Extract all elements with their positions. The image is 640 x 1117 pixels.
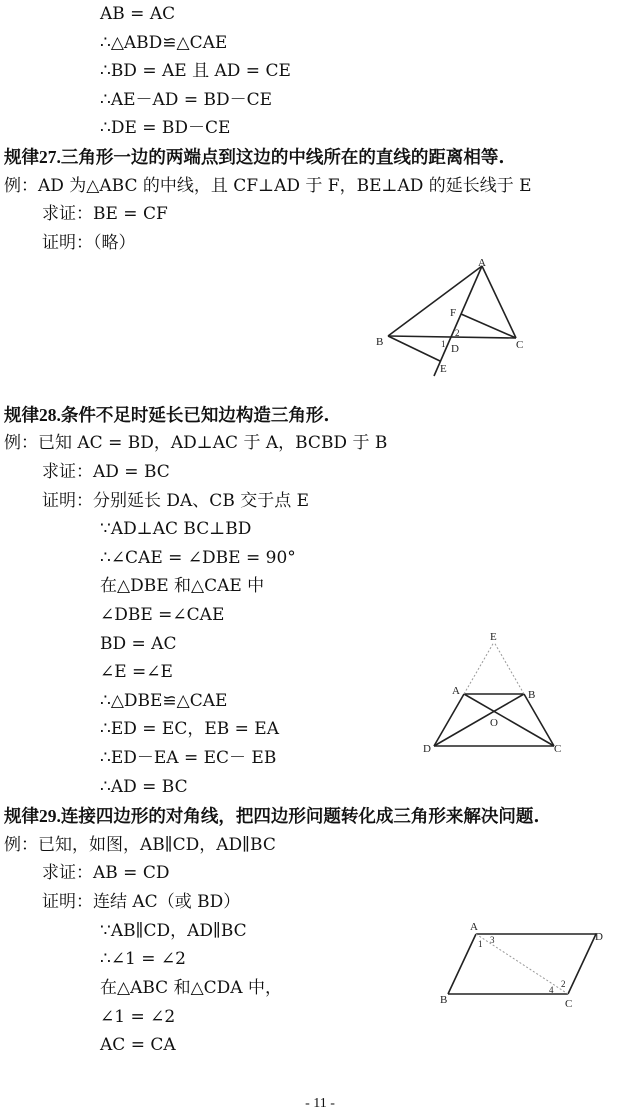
angle-1-label: 1: [441, 339, 446, 349]
label-c: C: [565, 998, 573, 1010]
proof-line: AB = AC: [100, 4, 176, 24]
example-statement: 例：已知 AC = BD，AD⊥AC 于 A，BCBD 于 B: [4, 433, 388, 453]
example-statement: 例：已知，如图，AB∥CD，AD∥BC: [4, 835, 276, 855]
label-e: E: [490, 631, 497, 643]
proof-line: ∴BD = AE 且 AD = CE: [100, 61, 291, 81]
rule-28-heading: [4, 404, 329, 427]
angle-2-label: 2: [455, 328, 460, 338]
rule-label: 规律: [4, 148, 39, 168]
proof-statement: 证明：（略）: [42, 233, 136, 253]
rule-29-heading: [4, 805, 539, 828]
label-d: D: [451, 343, 459, 355]
rule-number: 29.: [39, 806, 61, 826]
label-e: E: [440, 363, 447, 375]
label-b: B: [376, 336, 384, 348]
proof-line: ∴AE－AD = BD－CE: [100, 90, 273, 110]
proof-step: ∴ED = EC，EB = EA: [100, 719, 279, 739]
rule-number: 28.: [39, 405, 61, 425]
proof-step: ∠DBE =∠CAE: [100, 605, 225, 625]
example-statement: 例：AD 为△ABC 的中线，且 CF⊥AD 于 F，BE⊥AD 的延长线于 E: [4, 176, 532, 196]
label-b: B: [440, 994, 448, 1006]
proof-step: 在△ABC 和△CDA 中，: [100, 978, 282, 998]
rule-text: 连接四边形的对角线，把四边形问题转化成三角形来解决问题.: [60, 807, 540, 827]
rule-27-heading: [4, 146, 504, 169]
label-a: A: [470, 921, 478, 933]
label-f: F: [450, 307, 457, 319]
label-a: A: [478, 257, 486, 269]
label-c: C: [516, 339, 524, 351]
label-d: D: [595, 931, 603, 943]
rule-text: 条件不足时延长已知边构造三角形.: [60, 406, 330, 426]
prove-statement: 求证：AB = CD: [42, 863, 170, 883]
label-d: D: [423, 743, 431, 755]
page-number: - 11 -: [305, 1096, 335, 1111]
proof-step: ∴ED－EA = EC－ EB: [100, 748, 277, 768]
angle-3-label: 3: [490, 935, 495, 945]
angle-1-label: 1: [478, 939, 483, 949]
angle-2-label: 2: [561, 979, 566, 989]
proof-step: ∴∠CAE = ∠DBE = 90°: [100, 548, 296, 568]
label-o: O: [490, 717, 498, 729]
rule-number: 27.: [39, 147, 61, 167]
proof-line: ∴△ABD≌△CAE: [100, 33, 228, 53]
prove-statement: 求证：AD = BC: [42, 462, 170, 482]
proof-step: 在△DBE 和△CAE 中: [100, 576, 265, 596]
proof-step: ∴AD = BC: [100, 777, 188, 797]
proof-step: ∠E =∠E: [100, 662, 173, 682]
angle-4-label: 4: [549, 985, 554, 995]
proof-line: ∴DE = BD－CE: [100, 118, 231, 138]
parallelogram-diagram: [438, 918, 608, 1013]
proof-step: BD = AC: [100, 634, 177, 654]
rule-text: 三角形一边的两端点到这边的中线所在的直线的距离相等.: [60, 148, 505, 168]
proof-step: ∴∠1 = ∠2: [100, 949, 186, 969]
proof-step: ∴△DBE≌△CAE: [100, 691, 228, 711]
proof-step: ∵AD⊥AC BC⊥BD: [100, 519, 252, 539]
label-c: C: [554, 743, 562, 755]
label-b: B: [528, 689, 536, 701]
trapezoid-extension-diagram: [420, 628, 570, 758]
proof-step: ∵AB∥CD，AD∥BC: [100, 921, 247, 941]
proof-step: AC = CA: [100, 1035, 176, 1055]
proof-step: ∠1 = ∠2: [100, 1007, 176, 1027]
triangle-median-diagram: [370, 258, 530, 378]
prove-statement: 求证：BE = CF: [42, 204, 168, 224]
rule-label: 规律: [4, 807, 39, 827]
proof-statement: 证明：连结 AC（或 BD）: [42, 892, 241, 912]
proof-statement: 证明：分别延长 DA、CB 交于点 E: [42, 491, 310, 511]
label-a: A: [452, 685, 460, 697]
rule-label: 规律: [4, 406, 39, 426]
